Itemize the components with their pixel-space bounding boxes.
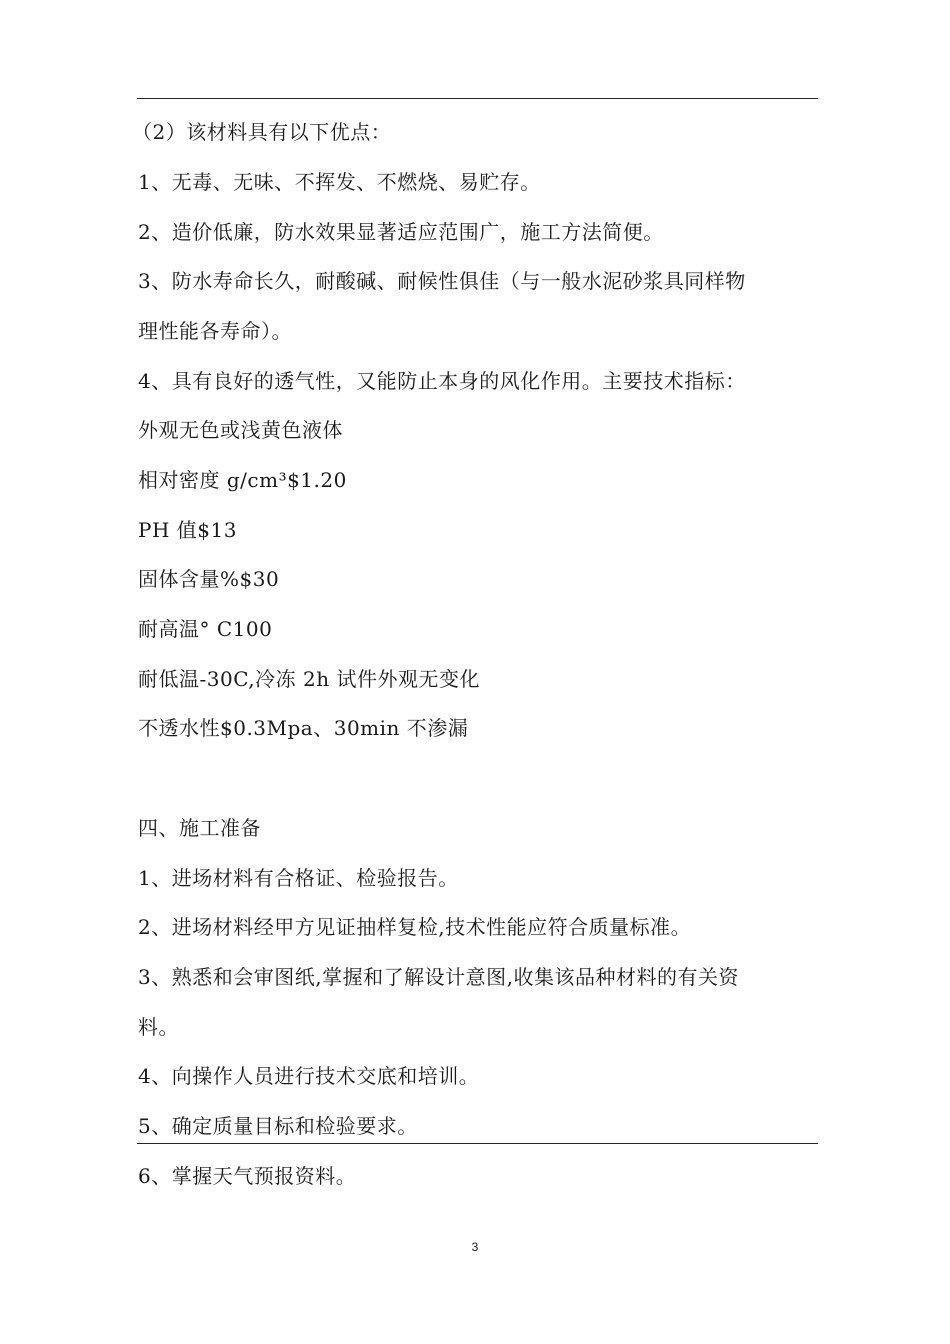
text-line: 4、向操作人员进行技术交底和培训。 [138,1064,480,1088]
page-number: 3 [471,1240,479,1254]
text-line: 耐高温° C100 [138,617,273,641]
text-line: PH 值$13 [138,518,237,542]
text-line: 2、进场材料经甲方见证抽样复检,技术性能应符合质量标准。 [138,915,692,939]
text-line: 相对密度 g/cm³$1.20 [138,468,347,492]
text-line: 料。 [138,1015,179,1039]
text-line: 1、进场材料有合格证、检验报告。 [138,866,459,890]
text-line: 3、熟悉和会审图纸,掌握和了解设计意图,收集该品种材料的有关资 [138,965,739,989]
text-line: 不透水性$0.3Mpa、30min 不渗漏 [138,716,469,740]
text-line: 4、具有良好的透气性，又能防止本身的风化作用。主要技术指标： [138,369,746,393]
text-line: 耐低温-30C,冷冻 2h 试件外观无变化 [138,667,480,691]
section-rule [137,1143,818,1144]
text-line: 理性能各寿命）。 [138,319,292,343]
text-line: 外观无色或浅黄色液体 [138,418,343,442]
section-heading: 四、施工准备 [138,816,261,840]
text-line: 5、确定质量目标和检验要求。 [138,1114,418,1138]
text-line: 2、造价低廉，防水效果显著适应范围广，施工方法简便。 [138,220,664,244]
header-rule [137,98,818,99]
text-line: （2）该材料具有以下优点： [132,120,392,144]
text-line: 固体含量%$30 [138,567,280,591]
text-line: 3、防水寿命长久，耐酸碱、耐候性俱佳（与一般水泥砂浆具同样物 [138,269,746,293]
text-line: 6、掌握天气预报资料。 [138,1164,357,1188]
text-line: 1、无毒、无味、不挥发、不燃烧、易贮存。 [138,170,541,194]
